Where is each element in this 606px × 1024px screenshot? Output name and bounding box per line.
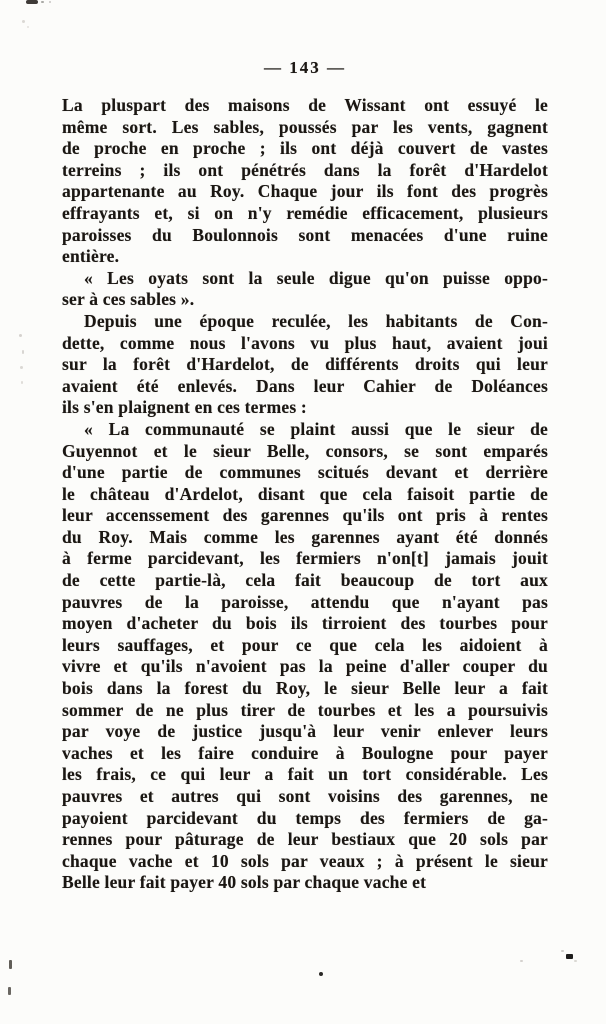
text-line: vaches et les faire conduire à Boulogne pour payer [62,742,548,763]
text-line: moyen d'acheter du bois ils tirroient des tourbes pour [62,613,548,634]
text-line: Depuis une époque reculée, les habitants de Con- [84,310,548,331]
scan-mark [566,954,573,959]
scan-mark [27,26,29,28]
scan-mark [20,366,23,369]
text-line: vivre et qu'ils n'avoient pas la peine d'aller couper du [62,656,548,677]
scan-mark [19,334,22,337]
text-line: chaque vache et 10 sols par veaux ; à présent le sieur [62,850,548,871]
scan-mark [22,350,24,354]
text-line: avaient été enlevés. Dans leur Cahier de Doléances [62,375,548,396]
scan-mark [574,960,577,962]
text-line: du Roy. Mais comme les garennes ayant été donnés [62,526,548,547]
paragraph [62,419,548,894]
text-line: de proche en proche ; ils ont déjà couvert de vastes [62,138,548,159]
text-line: même sort. Les sables, poussés par les vents, gagnent [62,116,548,137]
scan-mark [319,972,323,976]
page-number: — 143 — [264,58,346,77]
text-line: ils s'en plaignent en ces termes : [62,397,307,418]
text-line: La pluspart des maisons de Wissant ont essuyé le [62,95,548,115]
text-line: leur accenssement des garennes qu'ils ont pris à rentes [62,505,548,526]
text-line: de cette partie-là, cela fait beaucoup de tort aux [62,570,548,591]
text-line: « Les oyats sont la seule digue qu'on puisse oppo- [84,267,548,288]
text-line: entière. [62,246,120,267]
text-line: pauvres de la paroisse, attendu que n'ayant pas [62,591,548,612]
paragraph [62,311,548,419]
text-line: ser à ces sables ». [62,289,195,310]
text-line: terreins ; ils ont pénétrés dans la forêt d'Hardelot [62,159,548,180]
text-line: Guyennot et le sieur Belle, consors, se sont emparés [62,440,548,461]
scan-mark [520,960,523,962]
paragraph [62,268,548,311]
text-line: payoient parcidevant du temps des fermiers de ga- [62,807,548,828]
scan-mark [21,381,23,384]
text-line: « La communauté se plaint aussi que le sieur de [84,418,548,439]
text-line: Belle leur fait payer 40 sols par chaque vache et [62,872,427,893]
scan-mark [49,1,51,3]
text-line: à ferme parcidevant, les fermiers n'on[t] jamais jouit [62,548,548,569]
text-line: le château d'Ardelot, disant que cela faisoit partie de [62,483,548,504]
text-line: d'une partie de communes scitués devant et derrière [62,462,548,483]
scan-mark [8,987,11,995]
scan-mark [561,950,564,952]
text-line: appartenante au Roy. Chaque jour ils font des progrès [62,181,548,202]
text-line: pauvres et autres qui sont voisins des garennes, ne [62,786,548,806]
text-line: sur la forêt d'Hardelot, de différents droits qui leur [62,354,548,375]
text-line: sommer de ne plus tirer de tourbes et les a poursuivis [62,699,548,720]
text-line: bois dans la forest du Roy, le sieur Belle leur a fait [62,678,548,699]
text-line: les frais, ce qui leur a fait un tort considérable. Les [62,764,548,785]
scan-mark [26,0,38,4]
scan-mark [22,20,25,23]
text-line: dette, comme nous l'avons vu plus haut, avaient joui [62,332,548,353]
scan-mark [41,1,44,3]
paragraph [62,95,548,268]
body-text [62,95,548,894]
text-line: paroisses du Boulonnois sont menacées d'une ruine [62,224,548,245]
text-line: rennes pour pâturage de leur bestiaux que 20 sols par [62,829,548,850]
text-line: effrayants et, si on n'y remédie efficacement, plusieurs [62,202,548,223]
text-line: leurs sauffages, et pour ce que cela les aidoient à [62,634,548,655]
text-line: par voye de justice jusqu'à leur venir enlever leurs [62,721,548,742]
scan-mark [9,960,12,969]
